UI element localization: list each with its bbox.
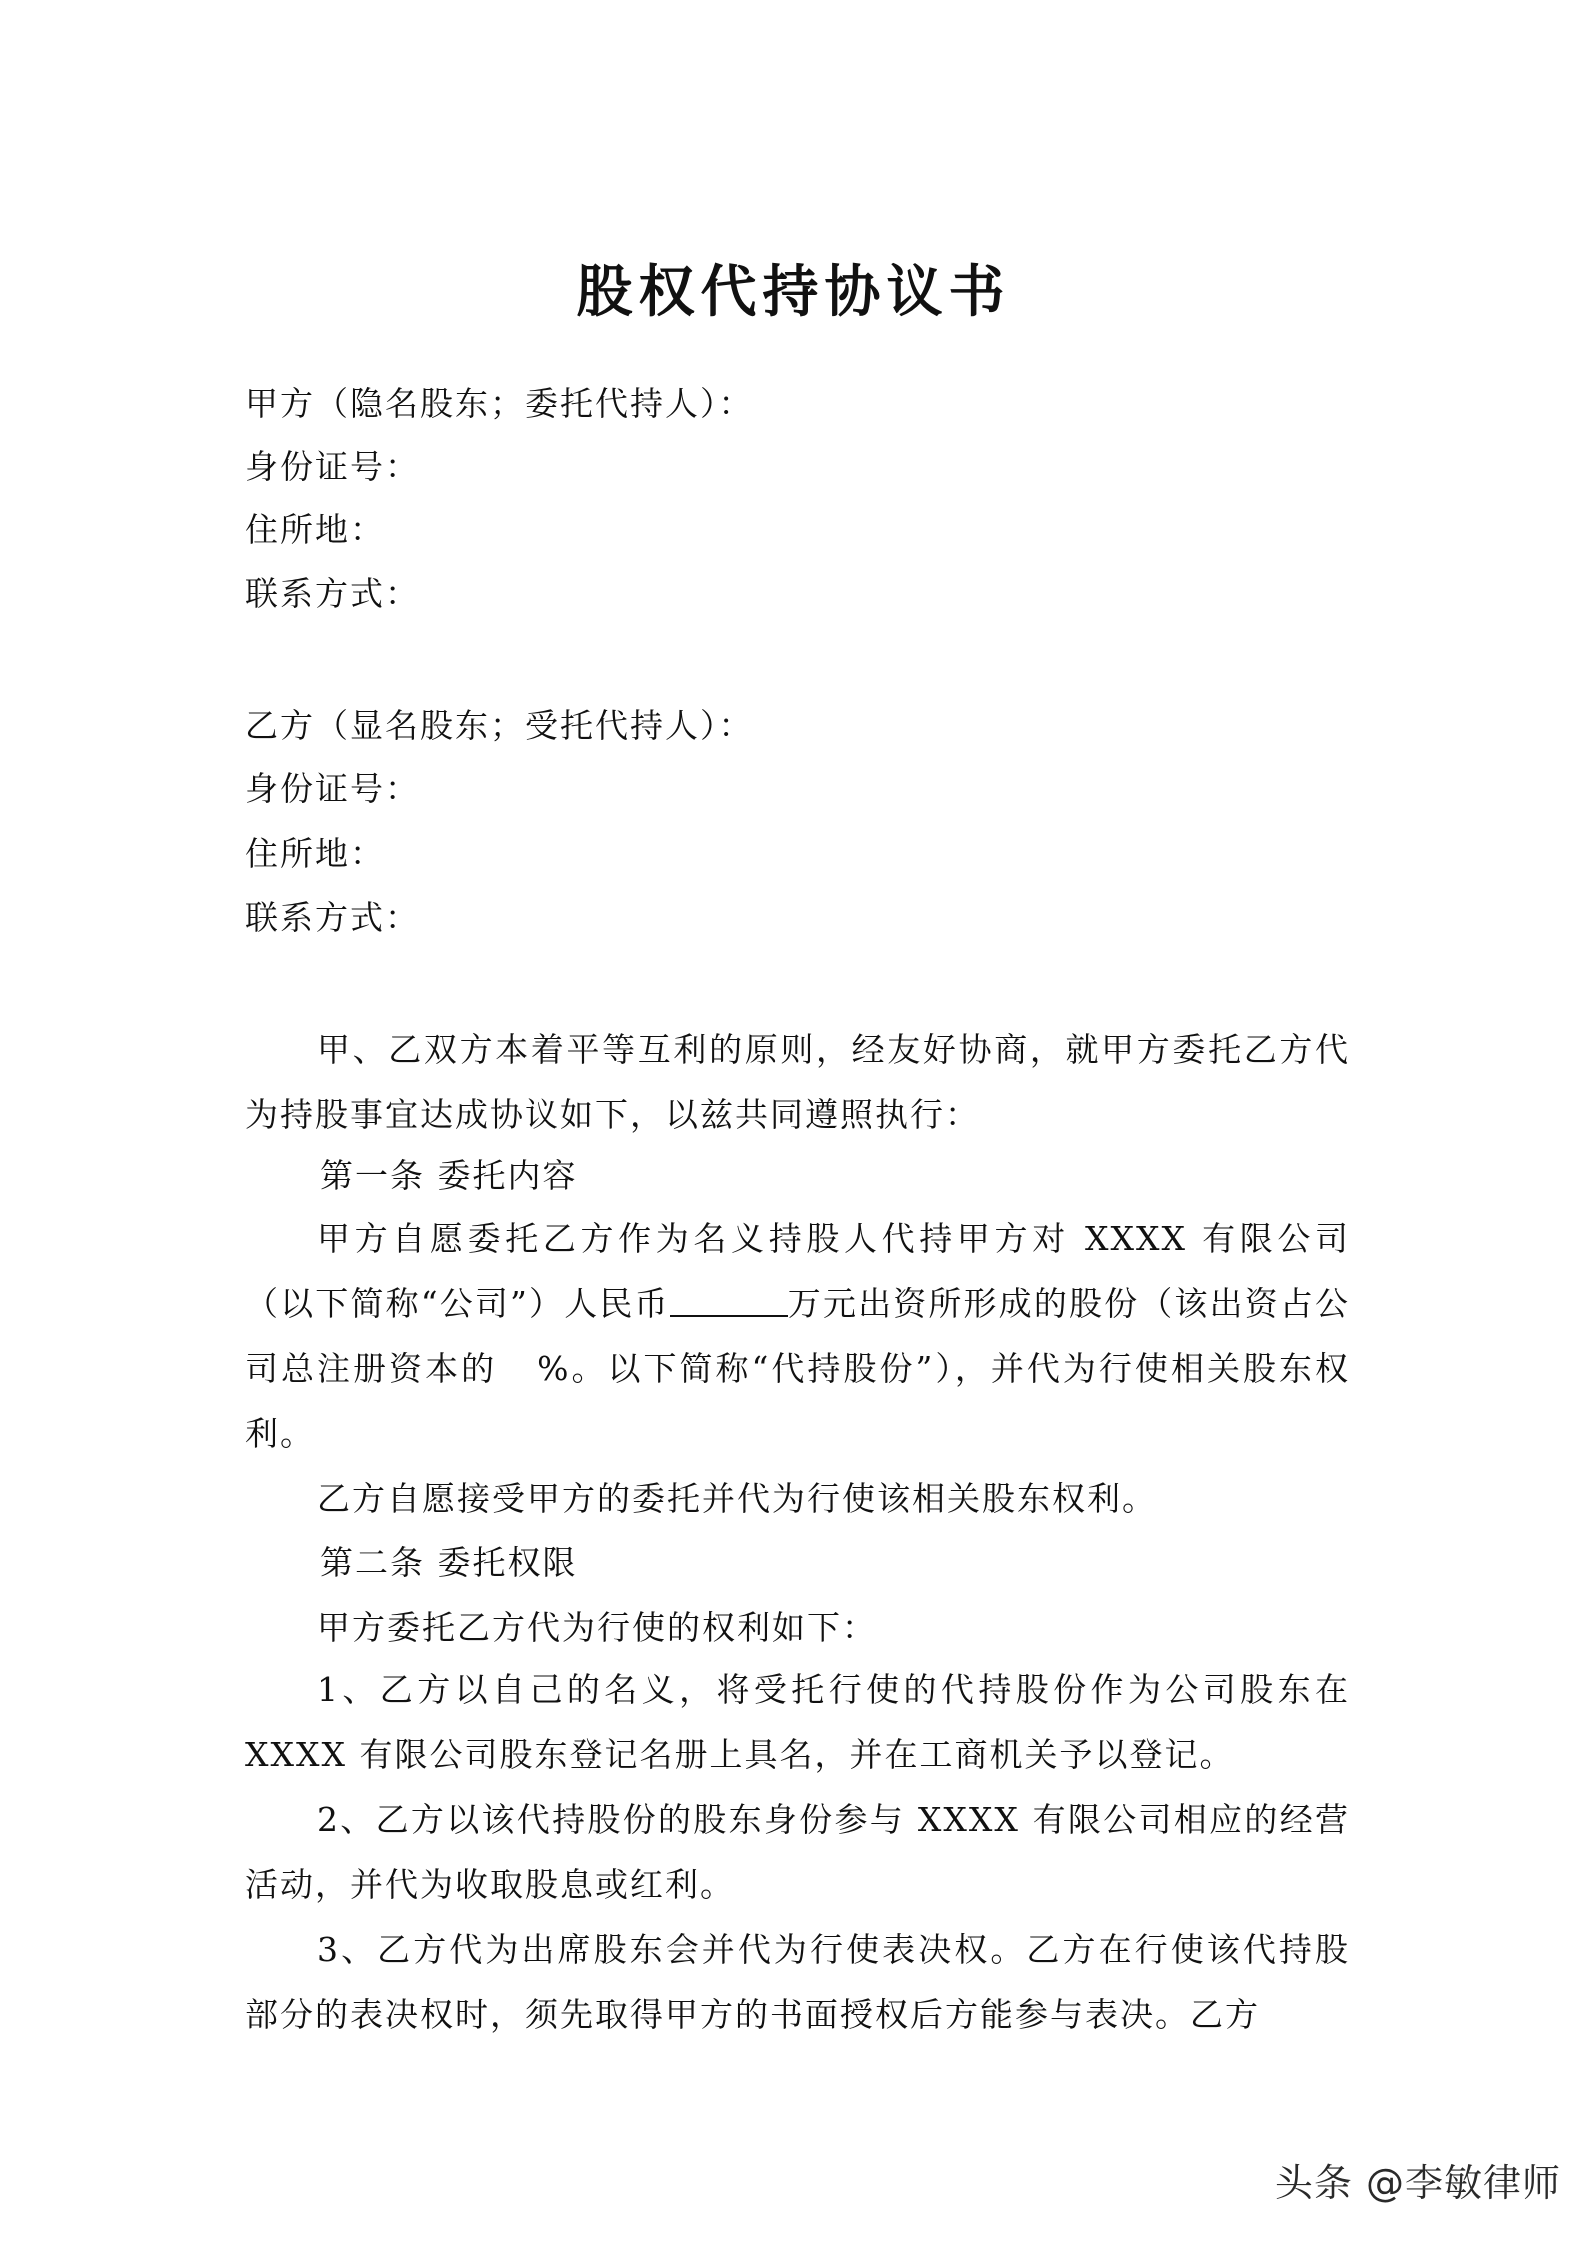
article-2-item-3: 3、乙方代为出席股东会并代为行使表决权。乙方在行使该代持股部分的表决权时，须先取得甲方的书面授权后方能参与表决。乙方 — [245, 1930, 1350, 2034]
article-1-text-part-1: 甲方自愿委托乙方作为名义持股人代持甲方对 XXXX 有限公司（以下简称“公司”）人民币 — [245, 1219, 1350, 1323]
party-a-heading: 甲方（隐名股东；委托代持人）： — [245, 384, 754, 423]
article-2-intro: 甲方委托乙方代为行使的权利如下： — [317, 1608, 877, 1647]
watermark-text: 头条 @李敏律师 — [1274, 2161, 1561, 2205]
party-a-contact-label: 联系方式： — [245, 574, 420, 613]
article-1-paragraph-2: 乙方自愿接受甲方的委托并代为行使该相关股东权利。 — [317, 1479, 1157, 1518]
article-2-item-2: 2、乙方以该代持股份的股东身份参与 XXXX 有限公司相应的经营活动，并代为收取股息或红利。 — [245, 1800, 1350, 1904]
party-b-address-label: 住所地： — [245, 834, 385, 873]
party-b-heading: 乙方（显名股东；受托代持人）： — [245, 706, 754, 745]
amount-blank — [670, 1285, 788, 1317]
party-a-id-label: 身份证号： — [245, 447, 420, 486]
article-2-heading: 第二条 委托权限 — [320, 1543, 578, 1582]
party-a-address-label: 住所地： — [245, 510, 385, 549]
party-b-id-label: 身份证号： — [245, 769, 420, 808]
article-2-item-1: 1、乙方以自己的名义，将受托行使的代持股份作为公司股东在 XXXX 有限公司股东登记名册上具名，并在工商机关予以登记。 — [245, 1670, 1350, 1774]
party-b-contact-label: 联系方式： — [245, 898, 420, 937]
article-1-heading: 第一条 委托内容 — [320, 1156, 578, 1195]
article-1-paragraph-1 — [245, 1206, 1350, 1466]
preamble-paragraph: 甲、乙双方本着平等互利的原则，经友好协商，就甲方委托乙方代为持股事宜达成协议如下，以兹共同遵照执行： — [245, 1030, 1350, 1134]
article-1-text-part-3: %。以下简称“代持股份”），并代为行使相关股东权利。 — [245, 1349, 1350, 1453]
article-1-text-part-2: 万元出资所形成的股份（该出资占公司总注册资本的 — [245, 1284, 1351, 1388]
document-title: 股权代持协议书 — [576, 259, 1011, 325]
